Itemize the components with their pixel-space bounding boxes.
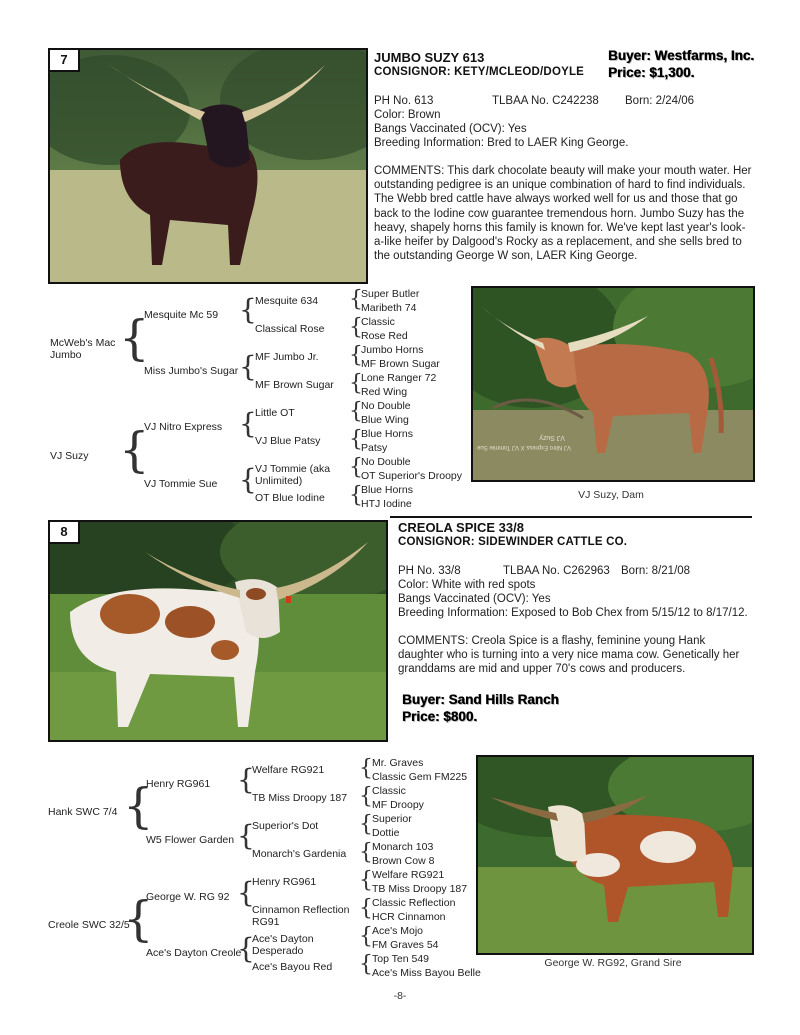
- pedigree-g4: FM Graves 54: [372, 939, 439, 951]
- pedigree-g4: Classic Gem FM225: [372, 771, 468, 783]
- pedigree-bracket: {: [349, 483, 363, 508]
- pedigree-g3: Mesquite 634: [255, 295, 319, 307]
- pedigree-g2: Henry RG961: [146, 778, 211, 790]
- pedigree-g4: TB Miss Droopy 187: [372, 883, 468, 895]
- pedigree-g4: Classic Reflection: [372, 897, 456, 909]
- pedigree-g4: Welfare RG921: [372, 869, 445, 881]
- pedigree-bracket: {: [349, 371, 363, 396]
- page-number: -8-: [393, 990, 407, 1002]
- pedigree-g4: Classic: [372, 785, 406, 797]
- lot7-bangs: Bangs Vaccinated (OCV): Yes: [374, 123, 527, 135]
- lot8-bangs: Bangs Vaccinated (OCV): Yes: [398, 593, 551, 605]
- pedigree-bracket: {: [119, 310, 150, 366]
- pedigree-bracket: {: [359, 784, 373, 809]
- pedigree-bracket: {: [349, 455, 363, 480]
- pedigree-g4: Dottie: [372, 827, 400, 839]
- pedigree-g3: OT Blue Iodine: [255, 492, 325, 504]
- pedigree-sire: Hank SWC 7/4: [48, 806, 118, 818]
- pedigree-bracket: {: [123, 891, 154, 947]
- pedigree-bracket: {: [349, 343, 363, 368]
- lot7-born: Born: 2/24/06: [625, 95, 695, 107]
- pedigree-g3: MF Brown Sugar: [255, 379, 334, 391]
- pedigree-bracket: {: [237, 819, 255, 852]
- lot8-tlbaa-no: TLBAA No. C262963: [503, 565, 610, 577]
- lot8-consignor: CONSIGNOR: SIDEWINDER CATTLE CO.: [398, 536, 628, 548]
- lot-number: 7: [50, 50, 80, 72]
- pedigree-g4: Jumbo Horns: [361, 344, 424, 356]
- section-divider: [390, 516, 752, 518]
- pedigree-bracket: {: [237, 932, 255, 965]
- lot7-price: Price: $1,300.: [608, 65, 695, 80]
- pedigree-g4: Mr. Graves: [372, 757, 424, 769]
- pedigree-g4: Superior: [372, 813, 412, 825]
- pedigree-g4: No Double: [361, 400, 411, 412]
- pedigree-g4: Maribeth 74: [361, 302, 417, 314]
- lot7-buyer: Buyer: Westfarms, Inc.: [608, 48, 755, 63]
- pedigree-g2: VJ Nitro Express: [144, 421, 223, 433]
- pedigree-bracket: {: [237, 876, 255, 909]
- pedigree-g4: Patsy: [361, 442, 388, 454]
- pedigree-g4: Blue Horns: [361, 484, 413, 496]
- lot8-comments: COMMENTS: Creola Spice is a flashy, feminine young Hank daughter who is turning into a very nice mama cow. Genetically her granddams are mid and upper 70's cows and producers.: [398, 635, 740, 676]
- lot8-price: Price: $800.: [402, 709, 478, 724]
- pedigree-g2: George W. RG 92: [146, 891, 230, 903]
- pedigree-bracket: {: [359, 840, 373, 865]
- pedigree-g4: Rose Red: [361, 330, 408, 342]
- pedigree-bracket: {: [359, 896, 373, 921]
- lot7-ph-no: PH No. 613: [374, 95, 434, 107]
- pedigree-g4: HCR Cinnamon: [372, 911, 446, 923]
- pedigree-bracket: {: [359, 952, 373, 977]
- pedigree-g3: Ace's Dayton Desperado: [252, 933, 314, 957]
- lot7-main-photo: [48, 48, 368, 284]
- lot8-name: CREOLA SPICE 33/8: [398, 520, 524, 535]
- pedigree-g3: Classical Rose: [255, 323, 325, 335]
- pedigree-bracket: {: [359, 868, 373, 893]
- lot7-tlbaa-no: TLBAA No. C242238: [492, 95, 599, 107]
- longhorn-cow-dark-image: [50, 50, 366, 282]
- lot-number: 8: [50, 522, 80, 544]
- lot7-dam-photo: [471, 286, 755, 482]
- pedigree-bracket: {: [239, 293, 257, 326]
- lot7-consignor: CONSIGNOR: KETY/MCLEOD/DOYLE: [374, 66, 585, 78]
- pedigree-g4: Ace's Miss Bayou Belle: [372, 967, 481, 979]
- pedigree-g2: Mesquite Mc 59: [144, 309, 219, 321]
- pedigree-g4: Monarch 103: [372, 841, 434, 853]
- pedigree-bracket: {: [349, 287, 363, 312]
- pedigree-bracket: {: [239, 350, 257, 383]
- pedigree-g4: Brown Cow 8: [372, 855, 435, 867]
- pedigree-bracket: {: [119, 422, 150, 478]
- pedigree-bracket: {: [359, 812, 373, 837]
- pedigree-g3: Monarch's Gardenia: [252, 848, 347, 860]
- pedigree-g3: MF Jumbo Jr.: [255, 351, 319, 363]
- pedigree-g4: Ace's Mojo: [372, 925, 424, 937]
- pedigree-g4: Super Butler: [361, 288, 420, 300]
- lot8-breeding: Breeding Information: Exposed to Bob Chex from 5/15/12 to 8/17/12.: [398, 607, 748, 619]
- lot7-name: JUMBO SUZY 613: [374, 50, 485, 65]
- longhorn-bull-image: [478, 757, 752, 953]
- pedigree-bracket: {: [359, 756, 373, 781]
- lot7-dam-caption: VJ Suzy, Dam: [578, 489, 644, 501]
- lot8-grandsire-photo: [476, 755, 754, 955]
- lot7-breeding: Breeding Information: Bred to LAER King George.: [374, 137, 629, 149]
- pedigree-g2: Ace's Dayton Creole: [146, 947, 242, 959]
- lot7-color: Color: Brown: [374, 109, 441, 121]
- lot8-buyer: Buyer: Sand Hills Ranch: [402, 692, 559, 707]
- lot8-main-photo: [48, 520, 388, 742]
- pedigree-g3: VJ Tommie (aka Unlimited): [255, 463, 331, 487]
- pedigree-g4: HTJ Iodine: [361, 498, 412, 510]
- pedigree-g4: Top Ten 549: [372, 953, 430, 965]
- pedigree-g3: Little OT: [255, 407, 295, 419]
- longhorn-cow-spotted-image: [50, 522, 386, 740]
- pedigree-g3: Henry RG961: [252, 876, 317, 888]
- lot8-ph-no: PH No. 33/8: [398, 565, 461, 577]
- pedigree-g3: Cinnamon Reflection RG91: [252, 904, 350, 928]
- pedigree-g4: Red Wing: [361, 386, 408, 398]
- pedigree-g4: MF Brown Sugar: [361, 358, 440, 370]
- pedigree-g4: Classic: [361, 316, 395, 328]
- pedigree-g2: Miss Jumbo's Sugar: [144, 365, 239, 377]
- photo-watermark: VJ Nitro Express X VJ Tommie Sue: [477, 444, 571, 450]
- pedigree-dam: Creole SWC 32/5: [48, 919, 130, 931]
- lot8-born: Born: 8/21/08: [621, 565, 691, 577]
- pedigree-bracket: {: [123, 778, 154, 834]
- pedigree-bracket: {: [239, 407, 257, 440]
- pedigree-g3: Ace's Bayou Red: [252, 961, 333, 973]
- pedigree-bracket: {: [359, 924, 373, 949]
- pedigree-g3: Welfare RG921: [252, 764, 325, 776]
- pedigree-g2: VJ Tommie Sue: [144, 478, 218, 490]
- longhorn-cow-red-image: [473, 288, 753, 480]
- pedigree-g3: TB Miss Droopy 187: [252, 792, 348, 804]
- lot8-color: Color: White with red spots: [398, 579, 536, 591]
- photo-watermark: VJ Suzy: [539, 434, 565, 441]
- pedigree-g3: Superior's Dot: [252, 820, 319, 832]
- pedigree-g3: VJ Blue Patsy: [255, 435, 321, 447]
- pedigree-bracket: {: [349, 315, 363, 340]
- pedigree-g4: No Double: [361, 456, 411, 468]
- pedigree-bracket: {: [349, 427, 363, 452]
- pedigree-bracket: {: [239, 463, 257, 496]
- pedigree-sire: McWeb's Mac Jumbo: [50, 337, 116, 361]
- pedigree-g4: Lone Ranger 72: [361, 372, 437, 384]
- pedigree-g4: Blue Horns: [361, 428, 413, 440]
- pedigree-g4: OT Superior's Droopy: [361, 470, 463, 482]
- pedigree-dam: VJ Suzy: [50, 450, 89, 462]
- pedigree-g4: Blue Wing: [361, 414, 409, 426]
- pedigree-g4: MF Droopy: [372, 799, 424, 811]
- lot8-grandsire-caption: George W. RG92, Grand Sire: [544, 957, 682, 969]
- pedigree-bracket: {: [237, 763, 255, 796]
- pedigree-bracket: {: [349, 399, 363, 424]
- pedigree-g2: W5 Flower Garden: [146, 834, 235, 846]
- lot7-comments: COMMENTS: This dark chocolate beauty will make your mouth water. Her outstanding pedigree is an unique combination of hard to find individuals. The Webb bred cattle have always worked well for us and those that go back to the Iodine cow guarantee tremendous horn. Jumbo Suzy has the heavy, shapely horns this family is known for. We've kept last year's look-a-like heifer by Dalgood's Rocky as a replacement, and she sells bred to the outstanding George W son, LAER King George.: [374, 165, 752, 263]
